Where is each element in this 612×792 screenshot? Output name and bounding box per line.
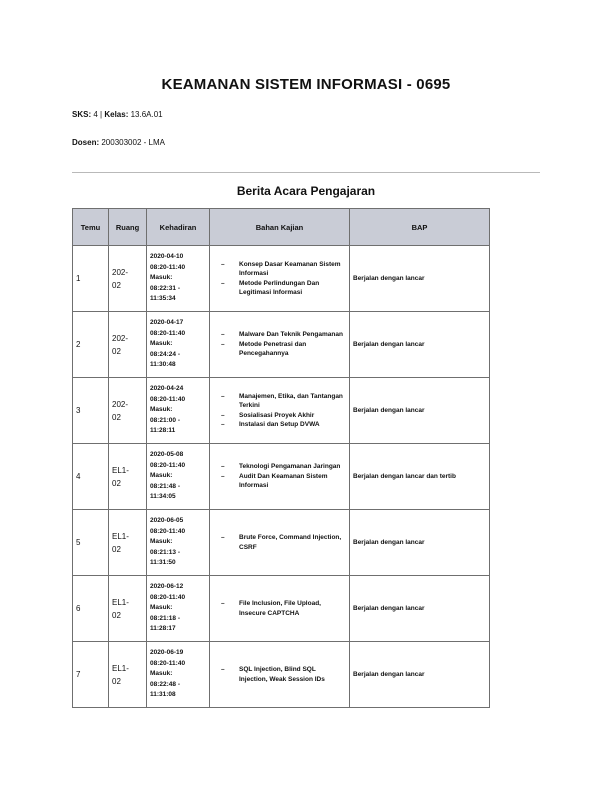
page-title: KEAMANAN SISTEM INFORMASI - 0695 <box>161 76 451 93</box>
temu-cell: 4 <box>73 444 109 510</box>
kelas-value: 13.6A.01 <box>130 110 163 119</box>
bahan-kajian-cell <box>210 312 350 378</box>
sks-kelas-line <box>72 110 163 119</box>
table-row <box>73 246 490 312</box>
ruang-cell: 202- 02 <box>109 246 147 312</box>
bahan-kajian-cell <box>210 642 350 708</box>
bahan-list <box>213 260 346 298</box>
header-bap: BAP <box>350 209 490 246</box>
ruang-cell: 202- 02 <box>109 378 147 444</box>
table-body <box>73 246 490 708</box>
bap-cell: Berjalan dengan lancar <box>350 576 490 642</box>
bahan-item: – Brute Force, Command Injection, CSRF <box>239 533 346 552</box>
kelas-label: Kelas: <box>104 110 129 119</box>
ruang-cell: EL1- 02 <box>109 510 147 576</box>
table-row <box>73 576 490 642</box>
bahan-item: – Metode Perlindungan Dan Legitimasi Informasi <box>239 279 346 298</box>
bahan-item: – File Inclusion, File Upload, Insecure CAPTCHA <box>239 599 346 618</box>
table-header-row <box>73 209 490 246</box>
dosen-line <box>72 138 165 147</box>
dosen-value: 200303002 - LMA <box>101 138 165 147</box>
bap-cell: Berjalan dengan lancar <box>350 510 490 576</box>
header-temu: Temu <box>73 209 109 246</box>
temu-cell: 7 <box>73 642 109 708</box>
bahan-item: – SQL Injection, Blind SQL Injection, Weak Session IDs <box>239 665 346 684</box>
bahan-item: – Sosialisasi Proyek Akhir <box>239 411 346 421</box>
bahan-kajian-cell <box>210 510 350 576</box>
bahan-item: – Audit Dan Keamanan Sistem Informasi <box>239 472 346 491</box>
kehadiran-cell: 2020-06-12 08:20-11:40 Masuk: 08:21:18 - 11:28:17 <box>147 576 210 642</box>
bap-cell: Berjalan dengan lancar <box>350 246 490 312</box>
bap-cell: Berjalan dengan lancar dan tertib <box>350 444 490 510</box>
table-row <box>73 642 490 708</box>
bahan-list <box>213 665 346 684</box>
kehadiran-cell: 2020-04-10 08:20-11:40 Masuk: 08:22:31 - 11:35:34 <box>147 246 210 312</box>
ruang-cell: EL1- 02 <box>109 576 147 642</box>
bahan-item: – Teknologi Pengamanan Jaringan <box>239 462 346 472</box>
bap-cell: Berjalan dengan lancar <box>350 312 490 378</box>
bahan-kajian-cell <box>210 246 350 312</box>
header-ruang: Ruang <box>109 209 147 246</box>
ruang-cell: EL1- 02 <box>109 444 147 510</box>
kehadiran-cell: 2020-04-24 08:20-11:40 Masuk: 08:21:00 - 11:28:11 <box>147 378 210 444</box>
ruang-cell: 202- 02 <box>109 312 147 378</box>
bahan-item: – Manajemen, Etika, dan Tantangan Terkini <box>239 392 346 411</box>
bahan-item: – Metode Penetrasi dan Pencegahannya <box>239 340 346 359</box>
temu-cell: 2 <box>73 312 109 378</box>
header-kehadiran: Kehadiran <box>147 209 210 246</box>
bahan-kajian-cell <box>210 378 350 444</box>
bahan-list <box>213 462 346 491</box>
table-row <box>73 312 490 378</box>
ruang-cell: EL1- 02 <box>109 642 147 708</box>
kehadiran-cell: 2020-06-19 08:20-11:40 Masuk: 08:22:48 - 11:31:08 <box>147 642 210 708</box>
bahan-list <box>213 533 346 552</box>
temu-cell: 1 <box>73 246 109 312</box>
kehadiran-cell: 2020-05-08 08:20-11:40 Masuk: 08:21:48 - 11:34:05 <box>147 444 210 510</box>
bap-table <box>72 208 490 708</box>
sks-value: 4 | <box>93 110 105 119</box>
header-bahan-kajian: Bahan Kajian <box>210 209 350 246</box>
temu-cell: 3 <box>73 378 109 444</box>
kehadiran-cell: 2020-06-05 08:20-11:40 Masuk: 08:21:13 - 11:31:50 <box>147 510 210 576</box>
table-row <box>73 378 490 444</box>
temu-cell: 6 <box>73 576 109 642</box>
bahan-list <box>213 330 346 359</box>
bap-cell: Berjalan dengan lancar <box>350 642 490 708</box>
dosen-label: Dosen: <box>72 138 100 147</box>
sks-label: SKS: <box>72 110 92 119</box>
bahan-kajian-cell <box>210 444 350 510</box>
bahan-item: – Malware Dan Teknik Pengamanan <box>239 330 346 340</box>
bap-cell: Berjalan dengan lancar <box>350 378 490 444</box>
kehadiran-cell: 2020-04-17 08:20-11:40 Masuk: 08:24:24 - 11:30:48 <box>147 312 210 378</box>
bahan-list <box>213 392 346 430</box>
bahan-kajian-cell <box>210 576 350 642</box>
section-title: Berita Acara Pengajaran <box>236 184 376 198</box>
table-row <box>73 444 490 510</box>
temu-cell: 5 <box>73 510 109 576</box>
bahan-item: – Konsep Dasar Keamanan Sistem Informasi <box>239 260 346 279</box>
table-row <box>73 510 490 576</box>
divider <box>72 172 540 173</box>
bahan-list <box>213 599 346 618</box>
bahan-item: – Instalasi dan Setup DVWA <box>239 420 346 430</box>
